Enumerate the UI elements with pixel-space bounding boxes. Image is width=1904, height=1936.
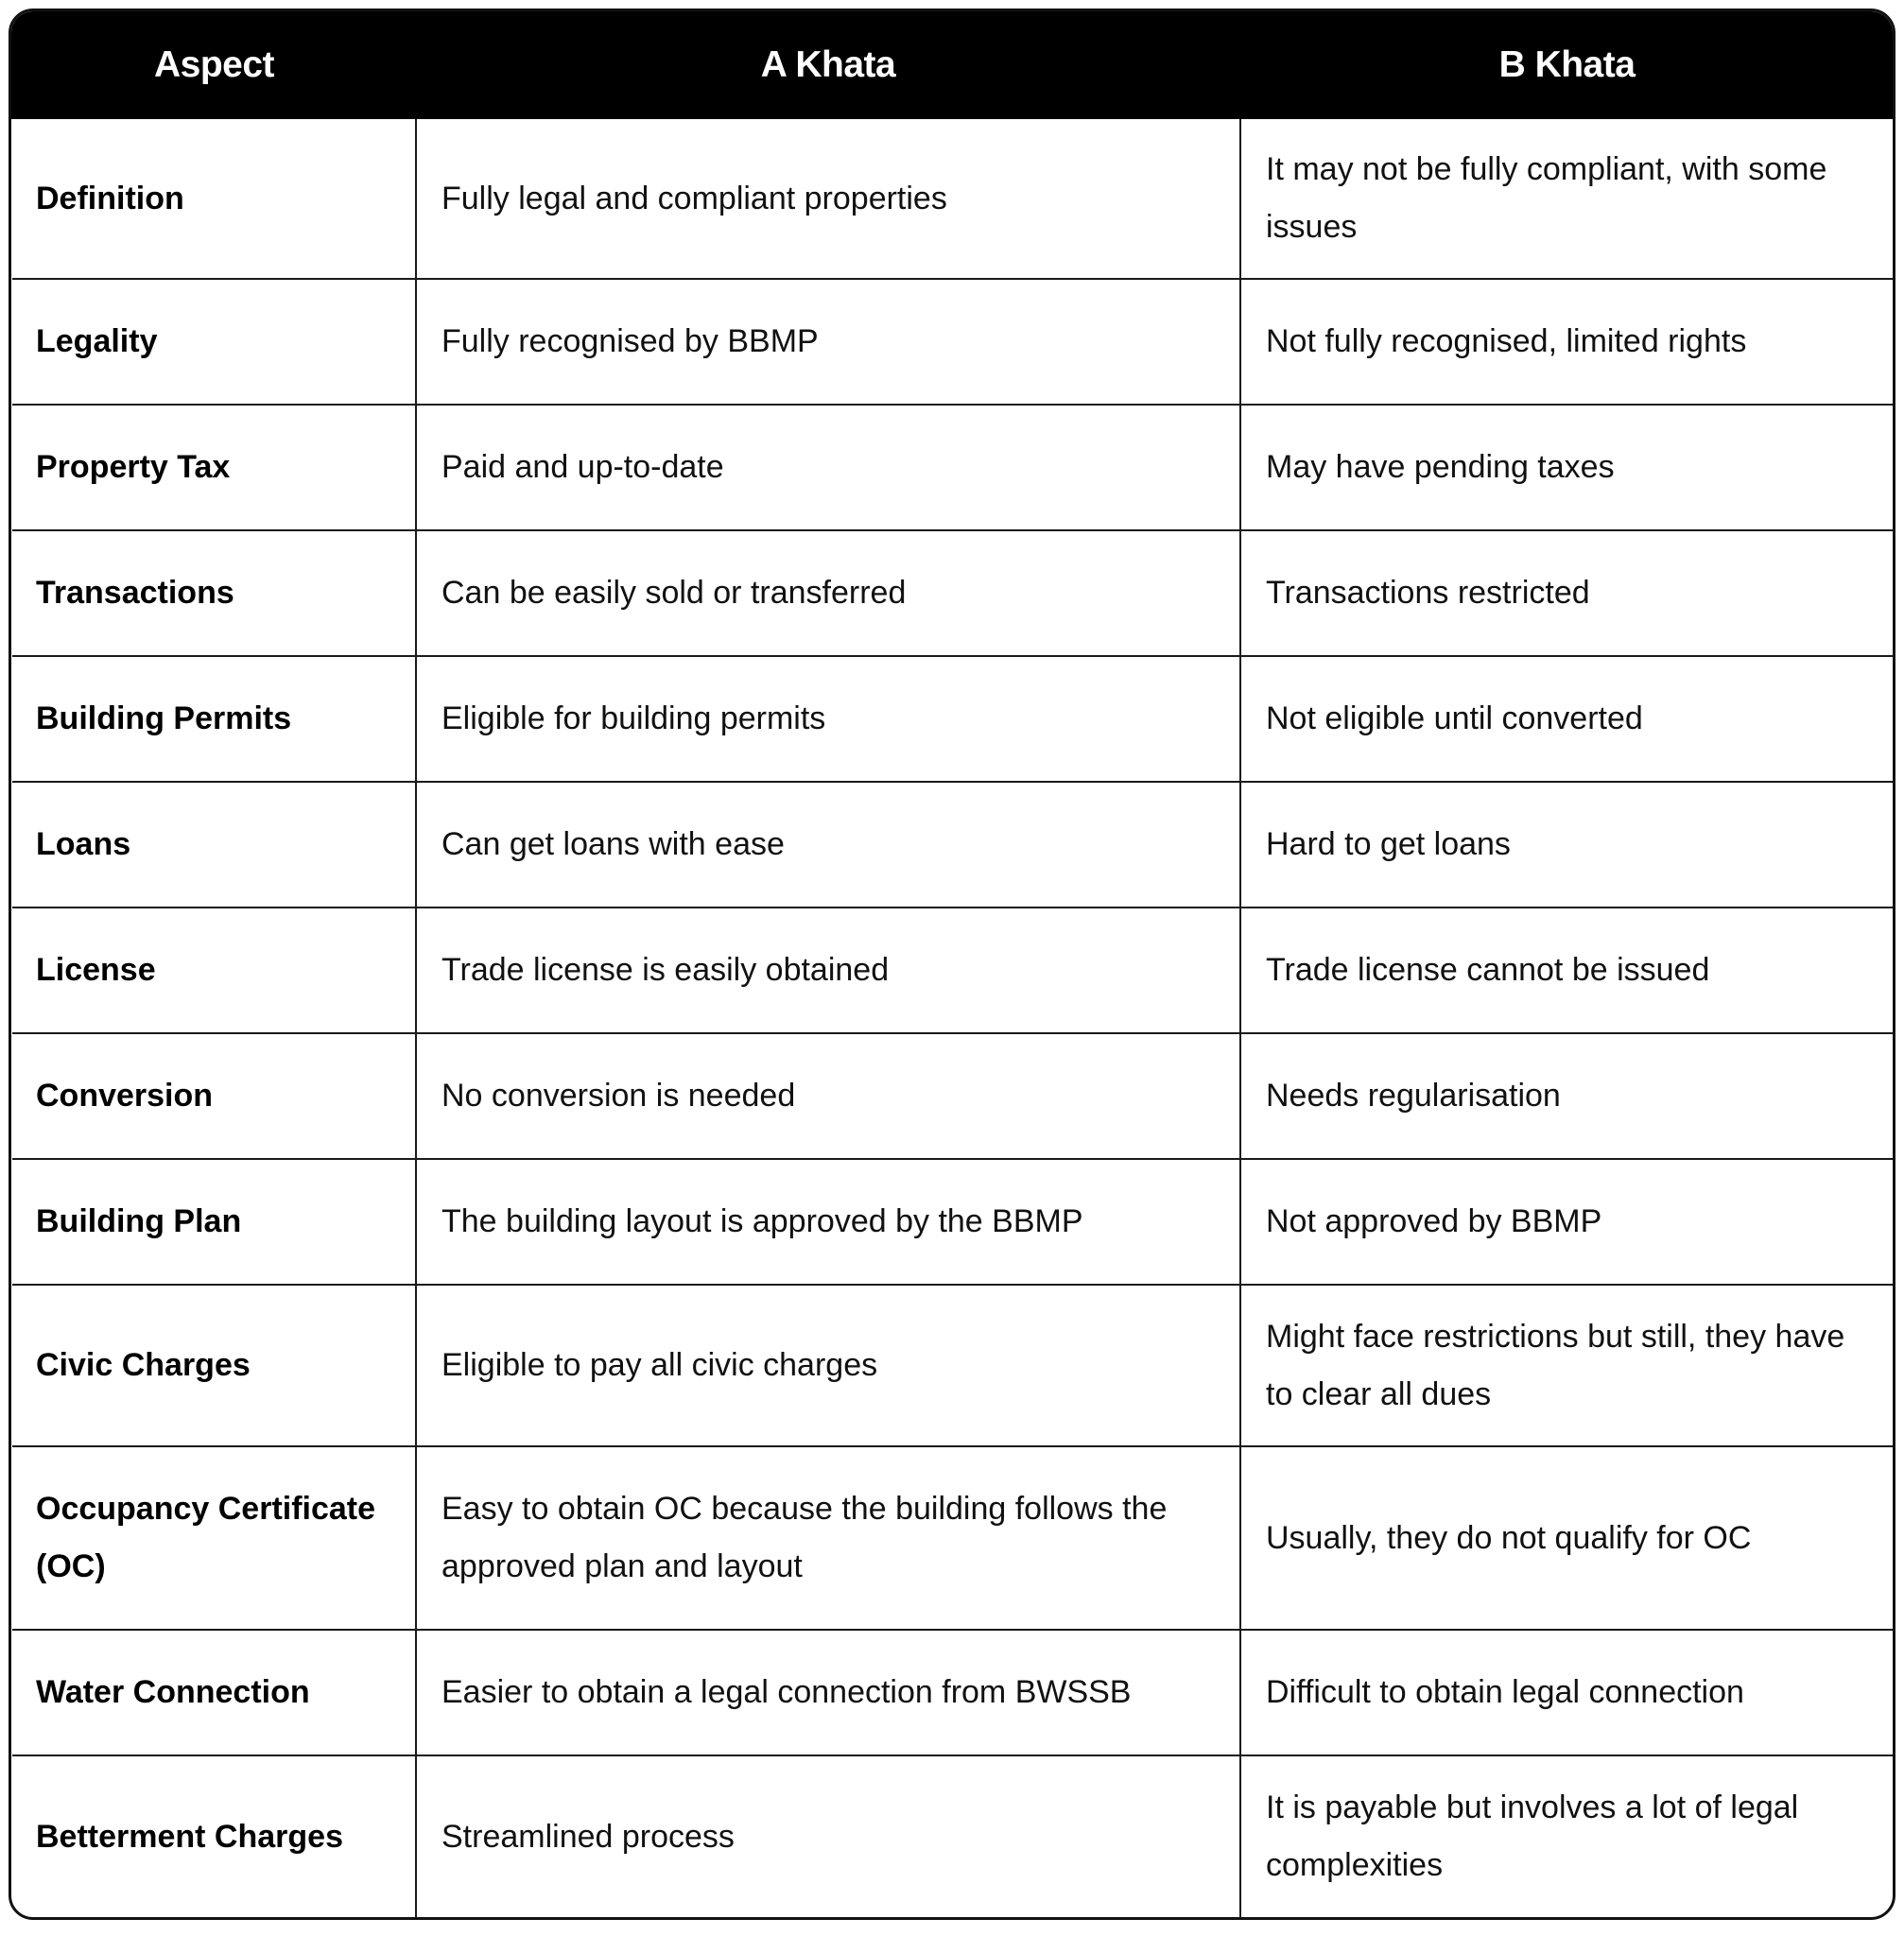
aspect-cell: Conversion xyxy=(12,1033,416,1159)
b-khata-cell: Hard to get loans xyxy=(1240,782,1893,908)
b-khata-cell: Transactions restricted xyxy=(1240,530,1893,656)
a-khata-cell: Fully recognised by BBMP xyxy=(416,279,1240,405)
aspect-cell: Water Connection xyxy=(12,1630,416,1755)
header-a-khata: A Khata xyxy=(416,11,1240,119)
a-khata-cell: Can get loans with ease xyxy=(416,782,1240,908)
aspect-cell: Occupancy Certificate (OC) xyxy=(12,1446,416,1630)
header-aspect: Aspect xyxy=(12,11,416,119)
table-row xyxy=(12,908,1893,1033)
b-khata-cell: May have pending taxes xyxy=(1240,405,1893,530)
aspect-cell: Civic Charges xyxy=(12,1285,416,1446)
table-row xyxy=(12,1630,1893,1755)
a-khata-cell: Easy to obtain OC because the building follows the approved plan and layout xyxy=(416,1446,1240,1630)
a-khata-cell: No conversion is needed xyxy=(416,1033,1240,1159)
aspect-cell: Betterment Charges xyxy=(12,1755,416,1917)
b-khata-cell: Needs regularisation xyxy=(1240,1033,1893,1159)
b-khata-cell: Not approved by BBMP xyxy=(1240,1159,1893,1285)
table-row xyxy=(12,1159,1893,1285)
a-khata-cell: Fully legal and compliant properties xyxy=(416,119,1240,279)
aspect-cell: Legality xyxy=(12,279,416,405)
a-khata-cell: Trade license is easily obtained xyxy=(416,908,1240,1033)
a-khata-cell: Can be easily sold or transferred xyxy=(416,530,1240,656)
comparison-table-container xyxy=(9,9,1895,1920)
b-khata-cell: Difficult to obtain legal connection xyxy=(1240,1630,1893,1755)
a-khata-cell: Easier to obtain a legal connection from BWSSB xyxy=(416,1630,1240,1755)
table-row xyxy=(12,1446,1893,1630)
b-khata-cell: It may not be fully compliant, with some issues xyxy=(1240,119,1893,279)
b-khata-cell: It is payable but involves a lot of legal complexities xyxy=(1240,1755,1893,1917)
table-row xyxy=(12,782,1893,908)
a-khata-cell: Paid and up-to-date xyxy=(416,405,1240,530)
table-row xyxy=(12,1033,1893,1159)
aspect-cell: Definition xyxy=(12,119,416,279)
a-khata-cell: Eligible for building permits xyxy=(416,656,1240,782)
a-khata-cell: Streamlined process xyxy=(416,1755,1240,1917)
header-row xyxy=(12,11,1893,119)
table-row xyxy=(12,279,1893,405)
b-khata-cell: Might face restrictions but still, they have to clear all dues xyxy=(1240,1285,1893,1446)
aspect-cell: Property Tax xyxy=(12,405,416,530)
aspect-cell: License xyxy=(12,908,416,1033)
aspect-cell: Loans xyxy=(12,782,416,908)
table-row xyxy=(12,1755,1893,1917)
b-khata-cell: Not eligible until converted xyxy=(1240,656,1893,782)
table-row xyxy=(12,530,1893,656)
table-header xyxy=(12,11,1893,119)
table-body xyxy=(12,119,1893,1917)
table-row xyxy=(12,405,1893,530)
a-khata-cell: The building layout is approved by the BBMP xyxy=(416,1159,1240,1285)
b-khata-cell: Usually, they do not qualify for OC xyxy=(1240,1446,1893,1630)
table-row xyxy=(12,119,1893,279)
b-khata-cell: Trade license cannot be issued xyxy=(1240,908,1893,1033)
aspect-cell: Building Permits xyxy=(12,656,416,782)
khata-comparison-table xyxy=(11,11,1893,1917)
aspect-cell: Transactions xyxy=(12,530,416,656)
a-khata-cell: Eligible to pay all civic charges xyxy=(416,1285,1240,1446)
table-row xyxy=(12,1285,1893,1446)
header-b-khata: B Khata xyxy=(1240,11,1893,119)
aspect-cell: Building Plan xyxy=(12,1159,416,1285)
b-khata-cell: Not fully recognised, limited rights xyxy=(1240,279,1893,405)
table-row xyxy=(12,656,1893,782)
